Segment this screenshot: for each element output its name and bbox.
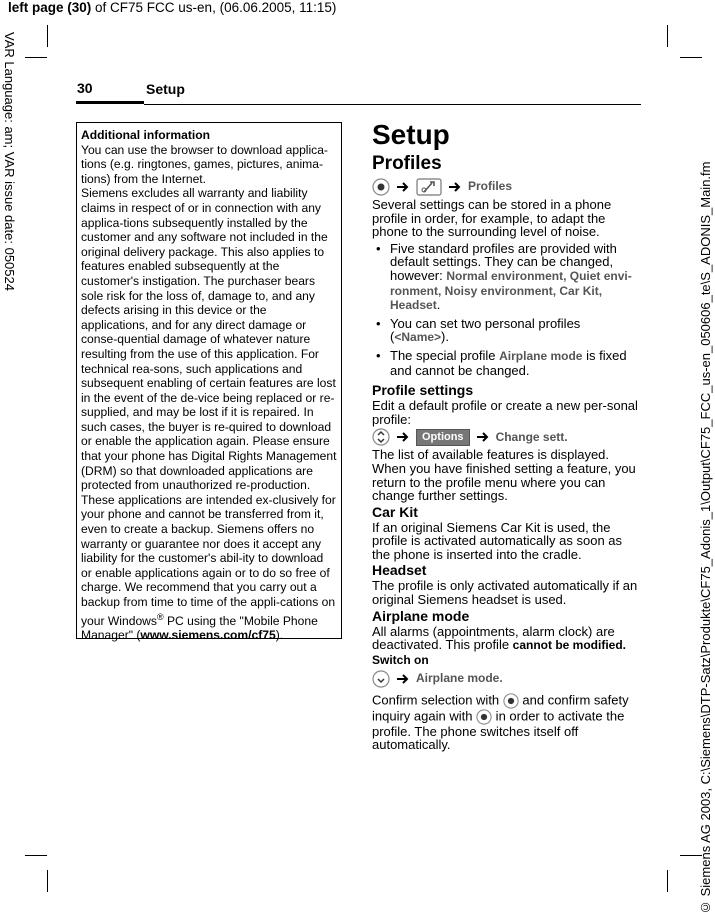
down-key-icon <box>372 670 390 688</box>
crop-mark <box>47 870 48 892</box>
navigation-path-airplane <box>372 668 642 690</box>
profiles-menu-label: Profiles <box>468 179 513 194</box>
features-text: The list of available features is displayed. When you have finished setting a feature, you return to the profile menu where you can change further settings. <box>372 447 636 504</box>
side-note-right: © Siemens AG 2003, C:\Siemens\DTP-Satz\Produkte\CF75_Adonis_1\Output\CF75_FCC_us-en_050606_te\S_ADONIS_Main.fm <box>698 161 713 915</box>
list-item: • You can set two personal profiles (<Name>). <box>372 317 642 345</box>
running-title: Setup <box>146 81 185 97</box>
switch-on-heading: Switch on <box>372 652 429 667</box>
profiles-heading: Profiles <box>372 153 442 174</box>
crop-mark <box>667 870 668 892</box>
infobox-paragraph-2: Siemens excludes all warranty and liability claims in respect of or in connection with any applica-tions subsequently installed by the customer and any software not included in the original delivery package. This also applies to features enabled subsequently at the customer's instigation. The purchaser bears sole risk for the loss of, damage to, and any defects arising in this device or the applications, and for any direct damage or conse-quential damage of whatever nature resulting from the use of this application. For technical rea-sons, such applications and subsequent enabling of certain features are lost in the event of the de-vice being replaced or re-supplied, and may be lost if it is repaired. In such cases, the buyer is re-quired to download or enable the application again. Please ensure that your phone has Digital Rights Management (DRM) so that downloaded applications are protected from unauthorized re-production. These applications are intended ex-clusively for your phone and cannot be transferred from it, even to create a backup. Siemens offers no warranty or guarantee nor does it accept any liability for the customer's abil-ity to download or enable applications again or to do so free of charge. We recommend that you carry out a backup from time to time of the appli-cations on your Windows® PC using the "Mobile Phone Manager" (www.siemens.com/cf75). <box>81 186 337 643</box>
header-rule-thick <box>76 101 144 104</box>
profile-settings-text: Edit a default profile or create a new per-sonal profile: <box>372 398 638 427</box>
print-header-info: of CF75 FCC us-en, (06.06.2005, 11:15) <box>91 0 337 15</box>
navigation-key-icon <box>372 428 390 446</box>
car-kit-heading: Car Kit <box>372 503 418 520</box>
center-key-icon <box>476 709 492 725</box>
navigation-path-profiles <box>372 176 642 198</box>
headset-text: The profile is only activated automatically if an original Siemens headset is used. <box>372 578 638 608</box>
registered-mark: ® <box>156 611 164 622</box>
infobox-paragraph-1: You can use the browser to download applica-tions (e.g. ringtones, games, pictures, anima-tions) from the Internet. <box>81 142 328 186</box>
options-softkey: Options <box>416 429 470 447</box>
confirm-text: Confirm selection with and confirm safety inquiry again with in order to activate the profile. The phone switches itself off automatically. <box>372 692 629 753</box>
airplane-mode-label: Airplane mode. <box>416 671 503 686</box>
change-settings-label: Change sett. <box>495 429 568 444</box>
siemens-url[interactable]: www.siemens.com/cf75 <box>140 628 276 643</box>
arrow-right-icon <box>448 182 462 192</box>
list-item: • The special profile Airplane mode is fixed and cannot be changed. <box>372 349 642 377</box>
crop-mark <box>47 25 48 47</box>
arrow-right-icon <box>396 182 410 192</box>
page-number: 30 <box>77 80 93 96</box>
airplane-mode-text: All alarms (appointments, alarm clock) are deactivated. This profile cannot be modified. <box>372 623 627 653</box>
additional-information-box <box>76 122 342 643</box>
airplane-mode-heading: Airplane mode <box>372 607 470 624</box>
profiles-intro: Several settings can be stored in a phone profile in order, for example, to adapt the phone to the surrounding level of noise. <box>372 197 612 240</box>
header-rule-thin <box>144 104 641 105</box>
crop-mark <box>25 57 47 58</box>
profiles-list <box>372 242 642 377</box>
crop-mark <box>25 855 47 856</box>
center-key-icon <box>372 178 390 196</box>
navigation-path-change-settings <box>372 426 642 448</box>
list-item: • Five standard profiles are provided with default settings. They can be changed, however: Normal environment, Quiet envi-ronment, Noisy environment, Car Kit, Headset. <box>372 242 642 313</box>
crop-mark <box>667 25 668 47</box>
infobox-heading: Additional information <box>81 128 210 142</box>
print-header-page: left page (30) <box>8 0 92 15</box>
arrow-right-icon <box>396 432 410 442</box>
print-header <box>8 0 336 15</box>
car-kit-text: If an original Siemens Car Kit is used, the profile is activated automatically as soon as the phone is inserted into the cradle. <box>372 519 623 562</box>
profile-settings-heading: Profile settings <box>372 382 474 399</box>
arrow-right-icon <box>476 432 490 442</box>
center-key-icon <box>503 693 519 709</box>
main-column <box>372 118 642 752</box>
side-note-left: VAR Language: am; VAR issue date: 050524 <box>2 32 17 291</box>
headset-heading: Headset <box>372 562 427 579</box>
arrow-right-icon <box>396 674 410 684</box>
settings-menu-icon <box>416 178 442 196</box>
page-title: Setup <box>372 119 450 150</box>
